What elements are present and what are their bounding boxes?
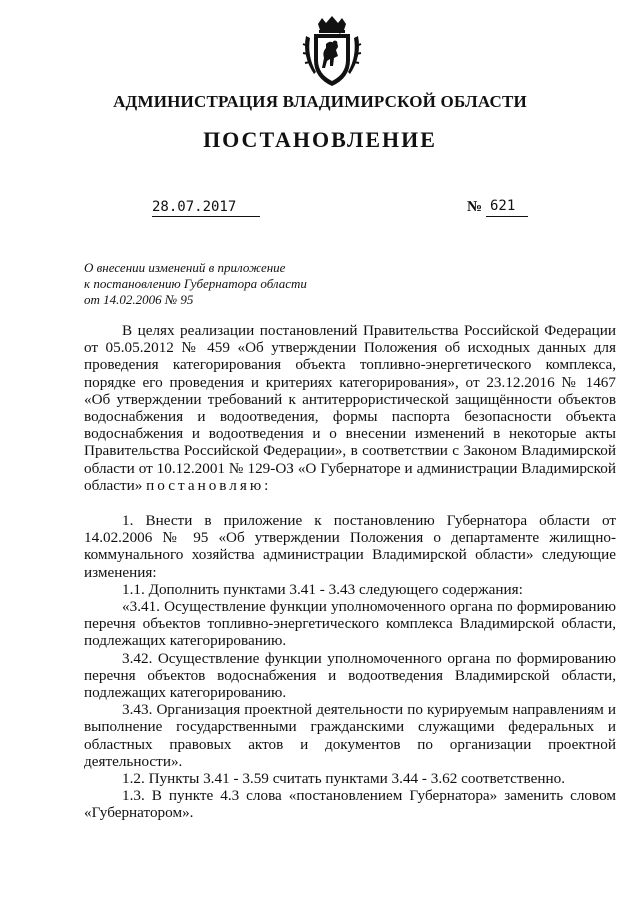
- number-label: №: [467, 199, 483, 215]
- clause-3-43: 3.43. Организация проектной деятельности по курируемым направлениям и выполнение государственными гражданскими служащими федеральных и областных правовых актов и документов по организации проектной деятельности».: [84, 701, 616, 770]
- paragraph-gap: [84, 494, 616, 512]
- preamble-text: В целях реализации постановлений Правительства Российской Федерации от 05.05.2012 № 459 «Об утверждении Положения об исходных данных для проведения категорирования объекта топливно-энергетического комплекса, порядке его проведения и критериях категорирования», от 23.12.2016 № 1467 «Об утверждении требований к антитеррористической защищённости объектов водоснабжения и водоотведения, формы паспорта безопасности объекта водоснабжения и водоотведения и о внесении изменений в некоторые акты Правительства Российской Федерации», в соответствии с Законом Владимирской области от 10.12.2001 № 129-ОЗ «О Губернаторе и администрации Владимирской области»: [84, 322, 616, 494]
- preamble-paragraph: [84, 322, 616, 494]
- organization-name: АДМИНИСТРАЦИЯ ВЛАДИМИРСКОЙ ОБЛАСТИ: [113, 92, 527, 111]
- clause-3-42: 3.42. Осуществление функции уполномоченного органа по формированию перечня объектов водоснабжения и водоотведения Владимирской области, подлежащих категорированию.: [84, 649, 616, 702]
- date-underline: [152, 216, 260, 217]
- subject-line: О внесении изменений в приложение: [84, 260, 286, 275]
- clause-1: 1. Внести в приложение к постановлению Губернатора области от 14.02.2006 № 95 «Об утверждении Положения о департаменте жилищно-коммунального хозяйства администрации Владимирской области» следующие изменения:: [84, 512, 616, 581]
- document-number: 621: [490, 198, 516, 214]
- clause-3-41: «3.41. Осуществление функции уполномоченного органа по формированию перечня объектов топливно-энергетического комплекса Владимирской области, подлежащих категорированию.: [84, 598, 616, 650]
- document-date: 28.07.2017: [152, 199, 237, 215]
- clause-1-1: 1.1. Дополнить пунктами 3.41 - 3.43 следующего содержания:: [122, 580, 523, 598]
- subject-line: от 14.02.2006 № 95: [84, 292, 194, 307]
- document-body: [84, 322, 616, 822]
- decree-word: постановляю:: [146, 476, 272, 494]
- number-underline: [486, 216, 528, 217]
- document-title: ПОСТАНОВЛЕНИЕ: [203, 127, 437, 152]
- coat-of-arms-emblem: [300, 16, 364, 88]
- clause-1-3: 1.3. В пункте 4.3 слова «постановлением Губернатора» заменить словом «Губернатором».: [84, 787, 616, 822]
- document-subject: [84, 260, 307, 308]
- clause-1-2: 1.2. Пункты 3.41 - 3.59 считать пунктами 3.44 - 3.62 соответственно.: [122, 770, 566, 788]
- subject-line: к постановлению Губернатора области: [84, 276, 307, 291]
